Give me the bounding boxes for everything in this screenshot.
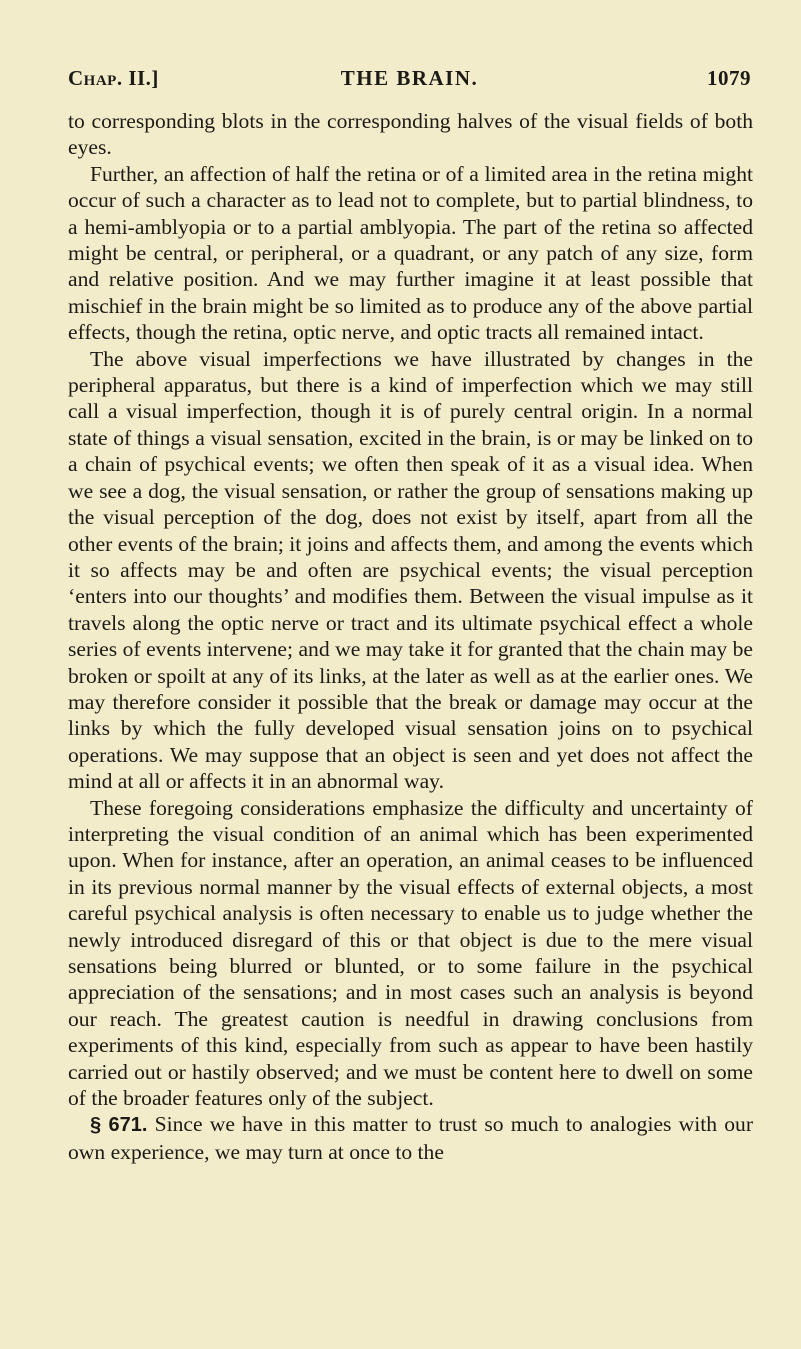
page-number: 1079: [707, 66, 751, 90]
paragraph-continued: to corresponding blots in the corresponding halves of the visual fields of both eyes.: [68, 109, 753, 160]
paragraph: These foregoing considerations emphasize the difficulty and uncertainty of interpreting the visual condition of an animal which has been experimented upon. When for instance, after an operation, an animal ceases to be influenced in its previous normal manner by the visual effects of external objects, a most careful psychical analysis is often necessary to enable us to judge whether the newly introduced disregard of this or that object is due to the mere visual sensations being blurred or blunted, or to some failure in the psychical appreciation of the sensations; and in most cases such an analysis is beyond our reach. The greatest caution is needful in drawing conclusions from experiments of this kind, especially from such as appear to have been hastily carried out or hastily observed; and we must be content here to dwell on some of the broader features only of the subject.: [68, 795, 753, 1111]
running-head: [68, 66, 751, 96]
paragraph: The above visual imperfections we have illustrated by changes in the peripheral apparatus, but there is a kind of imperfection which we may still call a visual imperfection, though it is of purely central origin. In a normal state of things a visual sensation, excited in the brain, is or may be linked on to a chain of psychical events; we often then speak of it as a visual idea. When we see a dog, the visual sensation, or rather the group of sensations making up the visual perception of the dog, does not exist by itself, apart from all the other events of the brain; it joins and affects them, and among the events which it so affects may be and often are psychical events; the visual perception ‘enters into our thoughts’ and modifies them. Between the visual impulse as it travels along the optic nerve or tract and its ultimate psychical effect a whole series of events intervene; and we may take it for granted that the chain may be broken or spoilt at any of its links, at the later as well as at the earlier ones. We may therefore consider it possible that the break or damage may occur at the links by which the fully developed visual sensation joins on to psychical operations. We may suppose that an object is seen and yet does not affect the mind at all or affects it in an abnormal way.: [68, 346, 754, 794]
section-text: Since we have in this matter to trust so much to analogies with our own experience, we may turn at once to the: [68, 1112, 754, 1164]
chapter-label: Chap. II.]: [68, 66, 159, 90]
body-text: [68, 108, 753, 1165]
section-number: § 671.: [90, 1114, 148, 1137]
running-title: THE BRAIN.: [340, 66, 479, 90]
section-paragraph: [68, 1111, 753, 1165]
paragraph: Further, an affection of half the retina or of a limited area in the retina might occur of such a character as to lead not to complete, but to partial blindness, to a hemi-amblyopia or to a partial amblyopia. The part of the retina so affected might be central, or peripheral, or a quadrant, or any patch of any size, form and relative position. And we may further imagine it at least possible that mischief in the brain might be so limited as to produce any of the above partial effects, though the retina, optic nerve, and optic tracts all remained intact.: [68, 161, 753, 345]
